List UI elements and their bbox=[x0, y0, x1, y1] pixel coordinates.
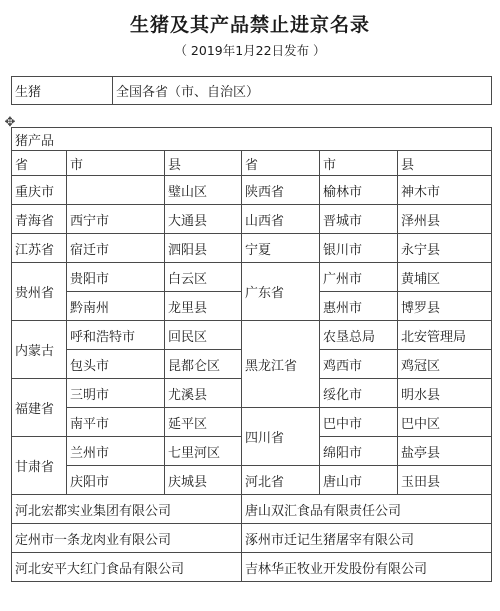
province-cell: 贵州省 bbox=[12, 263, 67, 321]
table-row bbox=[12, 77, 492, 105]
publish-date: （ 2019年1月22日发布 ） bbox=[174, 43, 326, 58]
county-cell: 神木市 bbox=[398, 176, 492, 205]
province-cell: 福建省 bbox=[12, 379, 67, 437]
table-move-handle-icon[interactable]: ✥ bbox=[4, 115, 16, 130]
county-cell: 博罗县 bbox=[398, 292, 492, 321]
column-header: 省 bbox=[12, 151, 67, 176]
city-cell: 兰州市 bbox=[67, 437, 165, 466]
column-header: 市 bbox=[320, 151, 398, 176]
company-cell: 唐山双汇食品有限责任公司 bbox=[242, 495, 492, 524]
province-cell: 宁夏 bbox=[242, 234, 320, 263]
city-cell: 绥化市 bbox=[320, 379, 398, 408]
city-cell: 惠州市 bbox=[320, 292, 398, 321]
column-header: 市 bbox=[67, 151, 165, 176]
province-cell: 青海省 bbox=[12, 205, 67, 234]
province-cell: 陕西省 bbox=[242, 176, 320, 205]
pork-section-label: 猪产品 bbox=[12, 128, 492, 151]
company-cell: 河北安平大红门食品有限公司 bbox=[12, 553, 242, 582]
company-row bbox=[12, 495, 492, 524]
column-header: 县 bbox=[398, 151, 492, 176]
city-cell: 西宁市 bbox=[67, 205, 165, 234]
live-pig-table bbox=[11, 76, 492, 105]
county-cell: 巴中区 bbox=[398, 408, 492, 437]
company-cell: 涿州市迁记生猪屠宰有限公司 bbox=[242, 524, 492, 553]
table-row bbox=[12, 176, 492, 205]
province-cell: 广东省 bbox=[242, 263, 320, 321]
county-cell: 白云区 bbox=[165, 263, 242, 292]
county-cell: 尤溪县 bbox=[165, 379, 242, 408]
county-cell: 龙里县 bbox=[165, 292, 242, 321]
company-cell: 定州市一条龙肉业有限公司 bbox=[12, 524, 242, 553]
live-pig-label: 生猪 bbox=[12, 77, 113, 105]
province-cell: 四川省 bbox=[242, 408, 320, 466]
county-cell: 延平区 bbox=[165, 408, 242, 437]
page-title: 生猪及其产品禁止进京名录 bbox=[129, 14, 370, 36]
city-cell: 唐山市 bbox=[320, 466, 398, 495]
county-cell: 黄埔区 bbox=[398, 263, 492, 292]
county-cell: 泽州县 bbox=[398, 205, 492, 234]
county-cell: 盐亭县 bbox=[398, 437, 492, 466]
city-cell: 宿迁市 bbox=[67, 234, 165, 263]
county-cell: 泗阳县 bbox=[165, 234, 242, 263]
table-row bbox=[12, 205, 492, 234]
city-cell: 黔南州 bbox=[67, 292, 165, 321]
city-cell: 榆林市 bbox=[320, 176, 398, 205]
county-cell: 永宁县 bbox=[398, 234, 492, 263]
pork-product-table bbox=[11, 127, 492, 582]
company-cell: 河北宏都实业集团有限公司 bbox=[12, 495, 242, 524]
city-cell: 晋城市 bbox=[320, 205, 398, 234]
city-cell: 广州市 bbox=[320, 263, 398, 292]
county-cell: 玉田县 bbox=[398, 466, 492, 495]
city-cell: 庆阳市 bbox=[67, 466, 165, 495]
company-row bbox=[12, 524, 492, 553]
column-header: 县 bbox=[165, 151, 242, 176]
province-cell: 甘肃省 bbox=[12, 437, 67, 495]
city-cell: 农垦总局 bbox=[320, 321, 398, 350]
province-cell: 重庆市 bbox=[12, 176, 67, 205]
table-row bbox=[12, 128, 492, 151]
table-row bbox=[12, 234, 492, 263]
company-row bbox=[12, 553, 492, 582]
province-cell: 山西省 bbox=[242, 205, 320, 234]
table-header-row bbox=[12, 151, 492, 176]
city-cell: 呼和浩特市 bbox=[67, 321, 165, 350]
city-cell: 绵阳市 bbox=[320, 437, 398, 466]
county-cell: 七里河区 bbox=[165, 437, 242, 466]
province-cell: 江苏省 bbox=[12, 234, 67, 263]
table-row bbox=[12, 263, 492, 292]
county-cell: 鸡冠区 bbox=[398, 350, 492, 379]
table-row bbox=[12, 321, 492, 350]
county-cell: 璧山区 bbox=[165, 176, 242, 205]
city-cell: 三明市 bbox=[67, 379, 165, 408]
county-cell: 明水县 bbox=[398, 379, 492, 408]
column-header: 省 bbox=[242, 151, 320, 176]
county-cell: 北安管理局 bbox=[398, 321, 492, 350]
county-cell: 昆都仑区 bbox=[165, 350, 242, 379]
table-row bbox=[12, 408, 492, 437]
city-cell: 巴中市 bbox=[320, 408, 398, 437]
company-cell: 吉林华正牧业开发股份有限公司 bbox=[242, 553, 492, 582]
city-cell: 贵阳市 bbox=[67, 263, 165, 292]
county-cell: 大通县 bbox=[165, 205, 242, 234]
province-cell: 河北省 bbox=[242, 466, 320, 495]
table-row bbox=[12, 466, 492, 495]
city-cell: 银川市 bbox=[320, 234, 398, 263]
city-cell bbox=[67, 176, 165, 205]
province-cell: 内蒙古 bbox=[12, 321, 67, 379]
province-cell: 黑龙江省 bbox=[242, 321, 320, 408]
county-cell: 回民区 bbox=[165, 321, 242, 350]
live-pig-scope: 全国各省（市、自治区） bbox=[113, 77, 492, 105]
city-cell: 包头市 bbox=[67, 350, 165, 379]
county-cell: 庆城县 bbox=[165, 466, 242, 495]
city-cell: 鸡西市 bbox=[320, 350, 398, 379]
city-cell: 南平市 bbox=[67, 408, 165, 437]
